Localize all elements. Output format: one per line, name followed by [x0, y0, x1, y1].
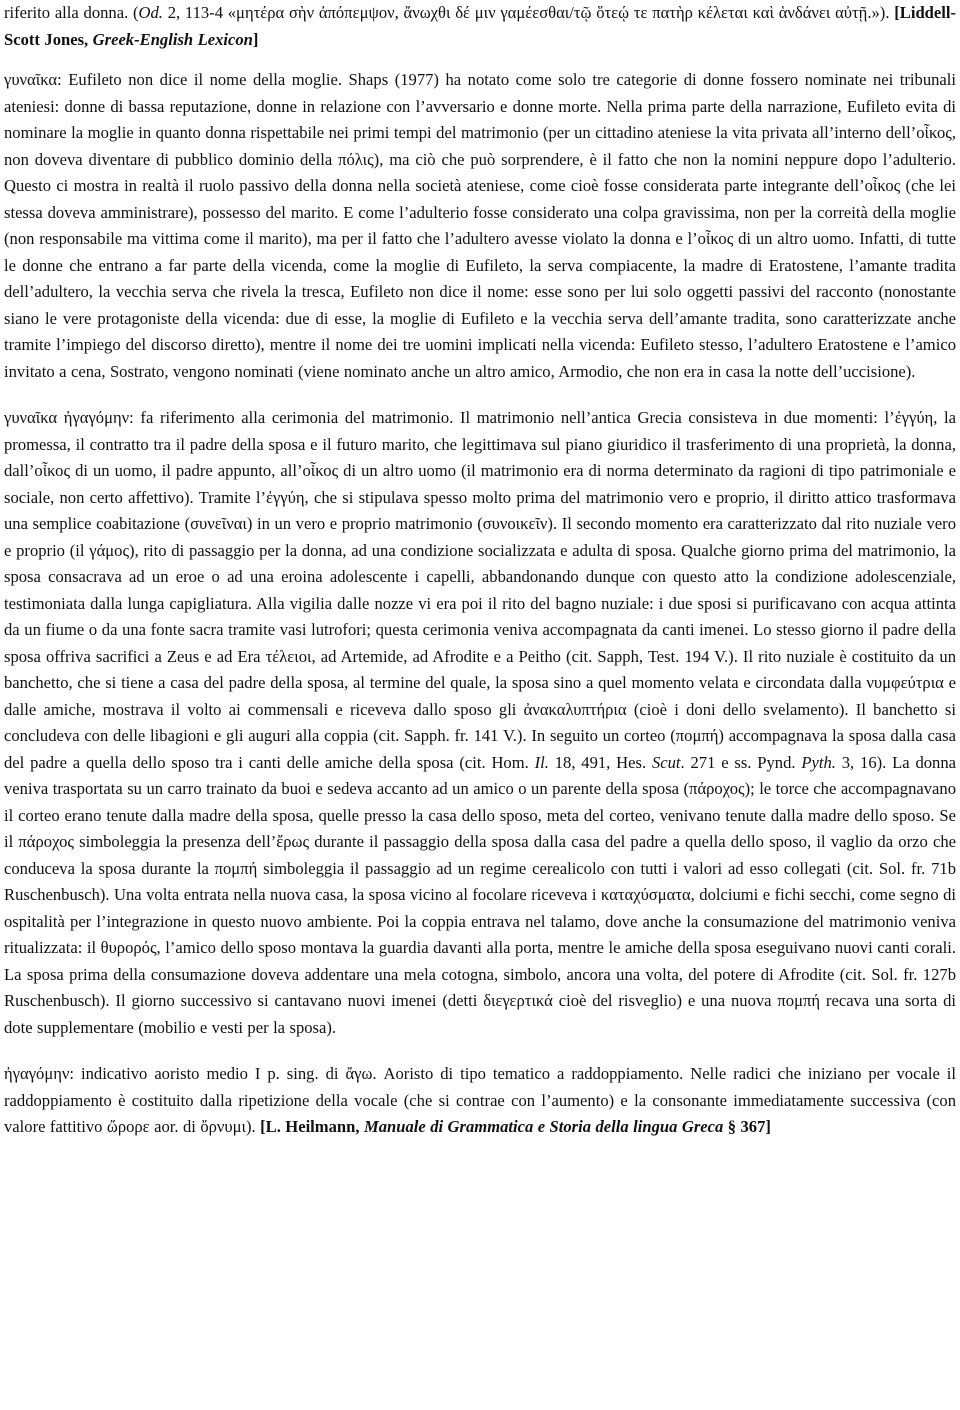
paragraph-gynaika-commentary — [4, 67, 956, 385]
paragraph-marriage-ceremony — [4, 405, 956, 1041]
text-segment: § 367] — [723, 1117, 771, 1136]
text-segment: 18, 491, Hes. — [548, 752, 652, 772]
text-segment: Il. — [534, 752, 549, 772]
text-segment: Od. — [138, 3, 163, 22]
text-segment: [L. Heilmann, — [260, 1117, 364, 1136]
paragraph-hegagomen-grammar — [4, 1061, 956, 1141]
text-segment: γυναῖκα: Eufileto non dice il nome della moglie. Shaps (1977) ha notato come solo tre categorie di donne fossero nominate nei tribunali ateniesi: donne di bassa reputazione, donne in relazione con l’avversario e donne morte. Nella prima parte della narrazione, Eufileto evita di nominare la moglie in quanto donna rispettabile nei primi tempi del matrimonio (per un cittadino ateniese la vita privata all’interno dell’οἶκος, non doveva diventare di pubblico dominio della πόλις), ma ciò che può sorprendere, è il fatto che non la nomini neppure dopo l’adulterio. Questo ci mostra in realtà il ruolo passivo della donna nella società ateniese, come cioè fosse considerata parte integrante dell’οἶκος (che lei stessa doveva amministrare), possesso del marito. E come l’adulterio fosse considerato una colpa gravissima, non per la correità della moglie (non responsabile ma vittima come il marito), ma per il fatto che l’adultero avesse violato la donna e l’οἶκος di un altro uomo. Infatti, di tutte le donne che entrano a far parte della vicenda, come la moglie di Eufileto, la serva compiacente, la madre di Eratostene, l’amante tradita dell’adultero, la vecchia serva che rivela la tresca, Eufileto non dice il nome: esse sono per lui solo oggetti passivi del racconto (nonostante siano le vere protagoniste della vicenda: due di esse, la moglie di Eufileto e la vecchia serva dell’amante tradita, sono caratterizzate anche tramite l’impiego del discorso diretto), mentre il nome dei tre uomini implicati nella vicenda: Eufileto stesso, l’adultero Eratostene e l’amico invitato a cena, Sostrato, vengono nominati (viene nominato anche un altro amico, Armodio, che non era in casa la notte dell’uccisione). — [4, 70, 956, 381]
text-segment: ἠγαγόμην: indicativo aoristo medio I p. sing. di ἄγω. Aoristo di tipo tematico a raddoppiamento. Nelle radici che iniziano per vocale il raddoppiamento è costituito dalla ripetizione della vocale (che si contrae con l’aumento) e la consonante immediatamente successiva (con valore fattitivo ὤρορε aor. di ὄρνυμι). — [4, 1064, 956, 1136]
text-segment: Scut — [651, 752, 681, 772]
text-segment: 2, 113-4 «μητέρα σὴν ἀπόπεμψον, ἄνωχθι δέ μιν γαμέεσθαι/τῷ ὅτεῴ τε πατὴρ κέλεται καὶ ἁνδάνει αὐτῇ.»). — [162, 3, 895, 22]
text-segment: [Liddell-Scott Jones, — [4, 3, 957, 49]
text-segment: γυναῖκα ἠγαγόμην: fa riferimento alla cerimonia del matrimonio. Il matrimonio nell’antica Grecia consisteva in due momenti: l’ἐγγύη, la promessa, il contratto tra il padre della sposa e il futuro marito, che legittimava sul piano giuridico il trasferimento di una proprietà, la donna, dall’οἶκος di un uomo, il padre appunto, all’οἶκος di un altro uomo (il matrimonio era di norma determinato da ragioni di tipo patrimoniale e sociale, non certo affettivo). Tramite l’ἐγγύη, che si stipulava spesso molto prima del matrimonio vero e proprio, il diritto attico trasformava una semplice coabitazione (συνεῖναι) in un vero e proprio matrimonio (συνοικεῖν). Il secondo momento era caratterizzato dal rito nuziale vero e proprio (il γάμος), rito di passaggio per la donna, ad una condizione socializzata e adulta di sposa. Qualche giorno prima del matrimonio, la sposa consacrava ad un eroe o ad una eroina adolescente i capelli, abbandonando dunque con questo atto la condizione adolescenziale, testimoniata dalla lunga capigliatura. Alla vigilia dalle nozze vi era poi il rito del bagno nuziale: i due sposi si purificavano con acqua attinta da un fiume o da una fonte sacra tramite vasi lutrofori; questa cerimonia veniva accompagnata da canti imenei. Lo stesso giorno il padre della sposa offriva sacrifici a Zeus e ad Era τέλειοι, ad Artemide, ad Afrodite e a Peitho (cit. Sapph, Test. 194 V.). Il rito nuziale è costituito da un banchetto, che si tiene a casa del padre della sposa, al termine del quale, la sposa sino a quel momento velata e circondata dalla νυμφεύτρια e dalle amiche, mostrava il volto ai commensali e riceveva dallo sposo gli ἀνακαλυπτήρια (cioè i doni dello svelamento). Il banchetto si concludeva con delle libagioni e gli auguri alla coppia (cit. Sapph. fr. 141 V.). In seguito un corteo (πομπή) accompagnava la sposa dalla casa del padre a quella dello sposo tra i canti delle amiche della sposa (cit. Hom. — [4, 408, 956, 772]
text-segment: 3, 16). La donna veniva trasportata su un carro trainato da buoi e sedeva accanto ad un amico o un parente della sposa (πάροχος); le torce che accompagnavano il corteo erano tenute dalla madre della sposa, quelle presso la casa dello sposo, meta del corteo, venivano tenute dalla madre dello sposo. Se il πάροχος simboleggia la presenza dell’ἔρως durante il passaggio della sposa dalla casa del padre a quella dello sposo, il vaglio da orzo che conduceva la sposa durante la πομπή simboleggia il passaggio ad un regime cerealicolo con tutti i valori ad esso collegati (cit. Sol. fr. 71b Ruschenbusch). Una volta entrata nella nuova casa, la sposa vicino al focolare riceveva i καταχύσματα, dolciumi e fichi secchi, come segno di ospitalità per l’integrazione in questo nuovo ambiente. Poi la coppia entrava nel talamo, dove anche la consumazione del matrimonio veniva ritualizzata: il θυρορός, l’amico dello sposo montava la guardia davanti alla porta, mentre le amiche della sposa eseguivano nuovi canti corali. La sposa prima della consumazione doveva addentare una mela cotogna, simbolo, ancora una volta, del potere di Afrodite (cit. Sol. fr. 127b Ruschenbusch). Il giorno successivo si cantavano nuovi imenei (detti διεγερτικά cioè del risveglio) e una nuova πομπή recava una sorta di dote supplementare (mobilio e vesti per la sposa). — [4, 752, 956, 1037]
text-segment: Greek-English Lexicon — [92, 29, 253, 49]
text-segment-wrapper — [364, 1117, 723, 1136]
text-segment: ] — [252, 29, 259, 49]
text-segment-wrapper — [93, 30, 253, 49]
text-segment: . 271 e ss. Pynd. — [680, 752, 802, 772]
paragraph-odyssey-citation — [4, 0, 956, 53]
text-segment: riferito alla donna. ( — [4, 3, 139, 22]
text-segment: Manuale di Grammatica e Storia della lingua Greca — [363, 1117, 724, 1136]
text-segment: Pyth. — [801, 752, 836, 772]
